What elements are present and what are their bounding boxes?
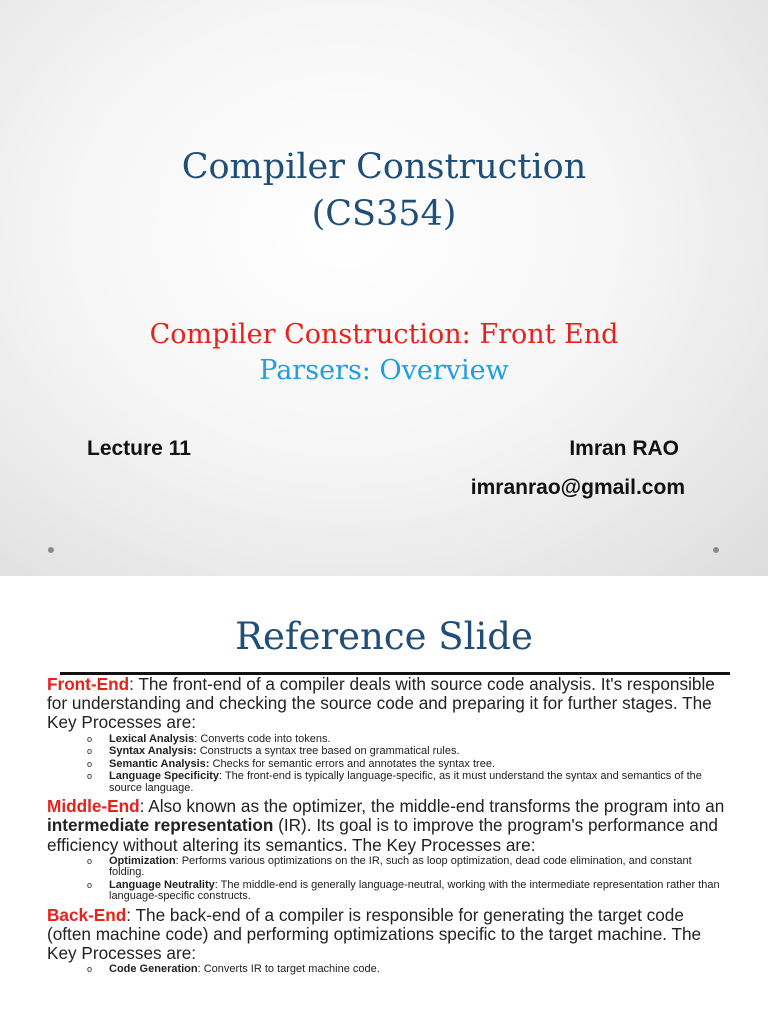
bullet-label: Language Specificity: [109, 770, 220, 783]
front-end-process-list: [47, 734, 727, 795]
bullet-marker: o: [87, 746, 93, 757]
author-email: imranrao@gmail.com: [470, 476, 685, 499]
list-item: [47, 964, 727, 976]
slide-dot-left: [48, 547, 54, 553]
bullet-marker: o: [87, 964, 93, 975]
bullet-label: Language Neutrality: [109, 878, 215, 891]
bullet-marker: o: [87, 879, 93, 890]
author-name: Imran RAO: [569, 437, 679, 460]
bullet-text: Checks for semantic errors and annotates the syntax tree.: [209, 757, 495, 770]
bullet-text: : Converts code into tokens.: [194, 732, 331, 745]
bullet-marker: o: [87, 771, 93, 782]
lecture-subtopic: Parsers: Overview: [259, 355, 509, 386]
middle-end-paragraph: [47, 797, 727, 855]
middle-end-process-list: [47, 856, 727, 903]
bullet-label: Semantic Analysis:: [109, 757, 210, 770]
course-title: Compiler Construction: [181, 147, 587, 187]
middle-end-bold: intermediate representation: [47, 815, 274, 836]
slide-dot-right: [713, 547, 719, 553]
bullet-marker: o: [87, 855, 93, 866]
bullet-text: Constructs a syntax tree based on grammatical rules.: [196, 745, 460, 758]
bullet-label: Optimization: [109, 854, 176, 867]
list-item: [47, 759, 727, 771]
list-item: [47, 734, 727, 746]
course-code: (CS354): [311, 194, 457, 234]
bullet-marker: o: [87, 733, 93, 744]
front-end-paragraph: [47, 675, 727, 733]
bullet-label: Code Generation: [109, 963, 198, 976]
front-end-text: : The front-end of a compiler deals with source code analysis. It's responsible for understanding and checking the source code and preparing it for further stages. The Key Processes are:: [47, 674, 715, 733]
reference-slide: [0, 576, 768, 1024]
bullet-text: : Converts IR to target machine code.: [197, 963, 380, 976]
bullet-label: Lexical Analysis: [109, 732, 195, 745]
list-item: [47, 880, 727, 903]
back-end-text: : The back-end of a compiler is responsible for generating the target code (often machine code) and performing optimizations specific to the target machine. The Key Processes are:: [47, 904, 702, 964]
bullet-text: : Performs various optimizations on the IR, such as loop optimization, dead code elimination, and constant folding.: [109, 854, 692, 879]
middle-end-text-after: (IR). Its goal is to improve the program's performance and efficiency without altering its semantics. The Key Processes are:: [47, 815, 718, 855]
back-end-paragraph: [47, 906, 727, 964]
list-item: [47, 746, 727, 758]
front-end-term: Front-End: [47, 674, 130, 694]
bullet-text: : The front-end is typically language-specific, as it must understand the syntax and semantics of the source language.: [109, 770, 702, 794]
bullet-marker: o: [87, 758, 93, 769]
middle-end-term: Middle-End: [47, 796, 140, 817]
back-end-process-list: [47, 964, 727, 976]
reference-slide-title: Reference Slide: [235, 615, 533, 658]
back-end-term: Back-End: [47, 904, 127, 925]
lecture-topic: Compiler Construction: Front End: [149, 319, 619, 350]
reference-content: [47, 675, 727, 979]
list-item: [47, 856, 727, 879]
bullet-label: Syntax Analysis:: [109, 745, 197, 758]
bullet-text: : The middle-end is generally language-neutral, working with the intermediate representation rather than language-specific constructs.: [109, 878, 720, 903]
lecture-number: Lecture 11: [87, 437, 191, 460]
list-item: [47, 771, 727, 794]
middle-end-text-before: : Also known as the optimizer, the middle-end transforms the program into an: [139, 796, 725, 817]
